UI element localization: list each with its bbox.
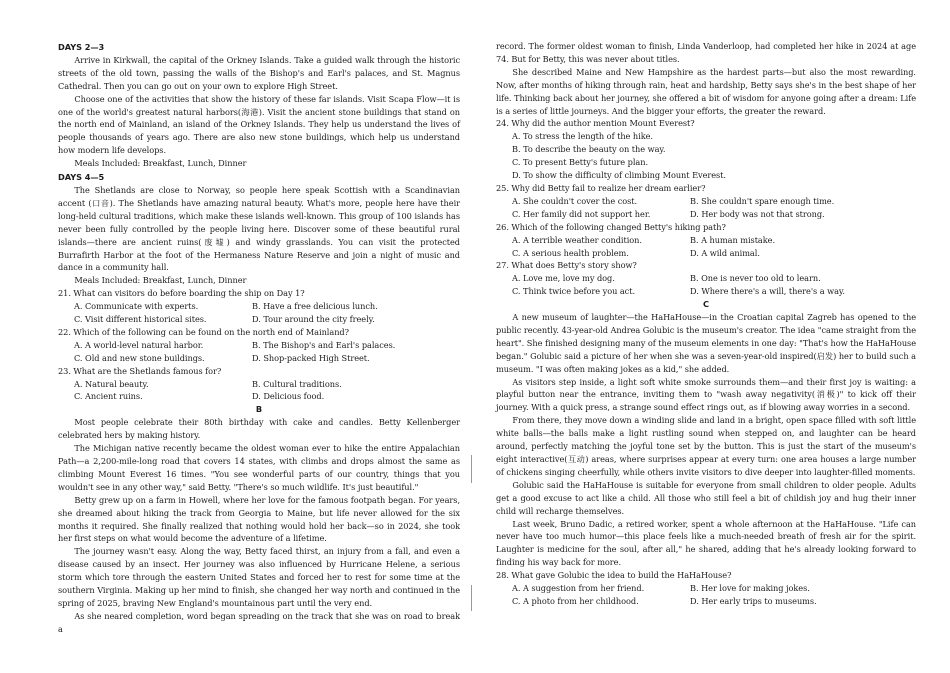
option: D. Tour around the city freely.: [252, 314, 375, 325]
option: B. Cultural traditions.: [252, 378, 342, 389]
meals-line: Meals Included: Breakfast, Lunch, Dinner: [74, 158, 247, 169]
column-divider-bottom: [471, 585, 472, 611]
paragraph: record. The former oldest woman to finish, Linda Vanderloop, had completed her hike in 2024 at age 74. But for Betty, this was never about titles.: [496, 41, 916, 64]
question-28: 28. What gave Golubic the idea to build the HaHaHouse?: [496, 570, 732, 581]
left-column: [58, 40, 460, 636]
paragraph: A new museum of laughter—the HaHaHouse—in the Croatian capital Zagreb has opened to the public recently. 43-year-old Andrea Golubic is the museum's creator. The idea "came straight from the heart". She finished designing many of the museum elements in one day: "That's how the HaHaHouse began." Golubic said a picture of her when she was a seven-year-old inspired(启发) her to build such a museum. "I was often making jokes as a kid," she added.: [496, 312, 916, 374]
option: D. Her early trips to museums.: [690, 595, 817, 606]
option: A. A world-level natural harbor.: [74, 339, 204, 350]
option: A. A terrible weather condition.: [512, 234, 642, 245]
option: A. Natural beauty.: [74, 378, 149, 389]
option: B. To describe the beauty on the way.: [512, 144, 666, 155]
option: B. Her love for making jokes.: [690, 583, 810, 594]
option: A. To stress the length of the hike.: [512, 131, 653, 142]
option: D. Her body was not that strong.: [690, 208, 825, 219]
paragraph: As visitors step inside, a light soft white smoke surrounds them—and their first joy is waiting: a playful button near the entrance, inviting them to "wash away negativity(消极)" to kick off their journey. With a quick press, a strange sound effect rings out, as if blowing away worries in a second.: [496, 376, 916, 413]
option: C. A serious health problem.: [512, 247, 629, 258]
option: C. Old and new stone buildings.: [74, 352, 205, 363]
paragraph: The Shetlands are close to Norway, so people here speak Scottish with a Scandinavian accent (口音). The Shetlands have amazing natural beauty. What's more, people here have their long-held cultural traditions, which make these islands well-known. This group of 100 islands has never been fully controlled by the people living here. Discover some of these beautiful rural islands—there are ancient ruins(废墟) and windy grasslands. You can visit the protected Burrafirth Harbor at the foot of the Hermaness Nature Reserve and join a night of music and dance in a community hall.: [58, 184, 460, 273]
paragraph: The Michigan native recently became the oldest woman ever to hike the entire Appalachian Path—a 2,200-mile-long road that covers 14 states, with climbs and drops almost the same as climbing Mount Everest 16 times. "You see wonderful parts of our country, things that you wouldn't see in any other way," said Betty. "There's so much wildlife. It's just beautiful.": [58, 443, 460, 492]
paragraph: She described Maine and New Hampshire as the hardest parts—but also the most rewarding. Now, after months of hiking through rain, heat and hardship, Betty says she's in the best shape of her life. Thinking back about her journey, she offered a bit of wisdom for anyone going after a dream: Life is a series of little journeys. And the bigger your efforts, the greater the reward.: [496, 66, 916, 116]
question-28-options: [496, 582, 916, 608]
paragraph: The journey wasn't easy. Along the way, Betty faced thirst, an injury from a fall, and even a disease caused by an insect. Her journey was also influenced by Hurricane Helene, a serious storm which tore through the eastern United States and forced her to rest for some time at the southern Virginia. Making up her mind to finish, she changed her way north and continued in the spring of 2025, braving New England's mountainous part until the very end.: [58, 546, 460, 608]
option: C. Visit different historical sites.: [74, 314, 207, 325]
question-22: 22. Which of the following can be found on the north end of Mainland?: [58, 326, 349, 337]
option: C. A photo from her childhood.: [512, 595, 639, 606]
option: A. Love me, love my dog.: [512, 273, 615, 284]
column-divider-top: [471, 455, 472, 483]
option: B. She couldn't spare enough time.: [690, 195, 835, 206]
option: D. Delicious food.: [252, 391, 325, 402]
option: C. Ancient ruins.: [74, 391, 143, 402]
option: B. A human mistake.: [690, 234, 776, 245]
paragraph: Betty grew up on a farm in Howell, where her love for the famous footpath began. For years, she dreamed about hiking the track from Georgia to Maine, but life never allowed for the six months it required. She finally realized that nothing would hold her back—so in 2024, she took her first steps on what would become the adventure of a lifetime.: [58, 494, 460, 544]
option: B. One is never too old to learn.: [690, 273, 821, 284]
days23-heading: DAYS 2—3: [58, 42, 105, 52]
question-27-options: [496, 272, 916, 298]
section-b-heading: B: [255, 404, 263, 415]
paragraph: Arrive in Kirkwall, the capital of the Orkney Islands. Take a guided walk through the historic streets of the old town, passing the walls of the Bishop's and Earl's palaces, and St. Magnus Cathedral. Then you can go out on your own to explore High Street.: [58, 54, 460, 91]
option: C. To present Betty's future plan.: [512, 157, 649, 168]
option: C. Her family did not support her.: [512, 208, 651, 219]
paragraph: From there, they move down a winding slide and land in a bright, open space filled with soft little white balls—the balls make a light rustling sound when stepped on, and laughter can be heard around, perfectly matching the joyful tone set by the button. This is just the start of the museum's eight interactive(互动) areas, where surprises appear at every turn: one area houses a large number of chickens singing cheerfully, while others invite visitors to dive deeper into laughter-filled moments.: [496, 415, 916, 477]
option: A. She couldn't cover the cost.: [512, 195, 638, 206]
question-25-options: [496, 195, 916, 221]
question-27: 27. What does Betty's story show?: [496, 260, 637, 271]
meals-line: Meals Included: Breakfast, Lunch, Dinner: [74, 275, 247, 286]
question-21: 21. What can visitors do before boarding the ship on Day 1?: [58, 288, 305, 299]
question-22-options: [58, 339, 460, 365]
right-column: [496, 40, 916, 608]
option: A. A suggestion from her friend.: [512, 583, 645, 594]
option: D. A wild animal.: [690, 247, 760, 258]
question-24-options: [496, 130, 916, 182]
option: C. Think twice before you act.: [512, 286, 636, 297]
question-26-options: [496, 234, 916, 260]
option: B. Have a free delicious lunch.: [252, 301, 378, 312]
option: D. To show the difficulty of climbing Mount Everest.: [512, 170, 726, 181]
section-c-heading: C: [703, 299, 709, 310]
paragraph: Choose one of the activities that show the history of these far islands. Visit Scapa Flow—it is one of the world's greatest natural harbors(海港). Visit the ancient stone buildings that stand on the north end of Mainland, an island of the Orkney Islands. They help us understand the lives of people thousands of years ago. There are also new stone buildings, which help us understand how modern life develops.: [58, 93, 460, 156]
paragraph: Last week, Bruno Dadic, a retired worker, spent a whole afternoon at the HaHaHouse. "Life can never have too much humor—this place feels like a much-needed breath of fresh air for the spirit. Laughter is medicine for the soul, after all," he shared, adding that he's already looking forward to finding his way back for more.: [496, 518, 916, 568]
option: B. The Bishop's and Earl's palaces.: [252, 339, 396, 350]
option: A. Communicate with experts.: [74, 301, 199, 312]
question-23-options: [58, 378, 460, 404]
option: D. Where there's a will, there's a way.: [690, 286, 845, 297]
paragraph: Most people celebrate their 80th birthday with cake and candles. Betty Kellenberger celebrated hers by making history.: [58, 417, 460, 441]
paragraph: Golubic said the HaHaHouse is suitable for everyone from small children to older people. Adults get a good excuse to act like a child. All those who still feel a bit of childish joy and hug their inner child will recharge themselves.: [496, 479, 916, 516]
question-25: 25. Why did Betty fail to realize her dream earlier?: [496, 182, 706, 193]
question-26: 26. Which of the following changed Betty's hiking path?: [496, 221, 726, 232]
question-23: 23. What are the Shetlands famous for?: [58, 365, 222, 376]
days45-heading: DAYS 4—5: [58, 172, 105, 183]
paragraph: As she neared completion, word began spreading on the track that she was on road to break a: [58, 610, 460, 634]
option: D. Shop-packed High Street.: [252, 352, 370, 363]
question-24: 24. Why did the author mention Mount Everest?: [496, 118, 695, 129]
question-21-options: [58, 300, 460, 326]
